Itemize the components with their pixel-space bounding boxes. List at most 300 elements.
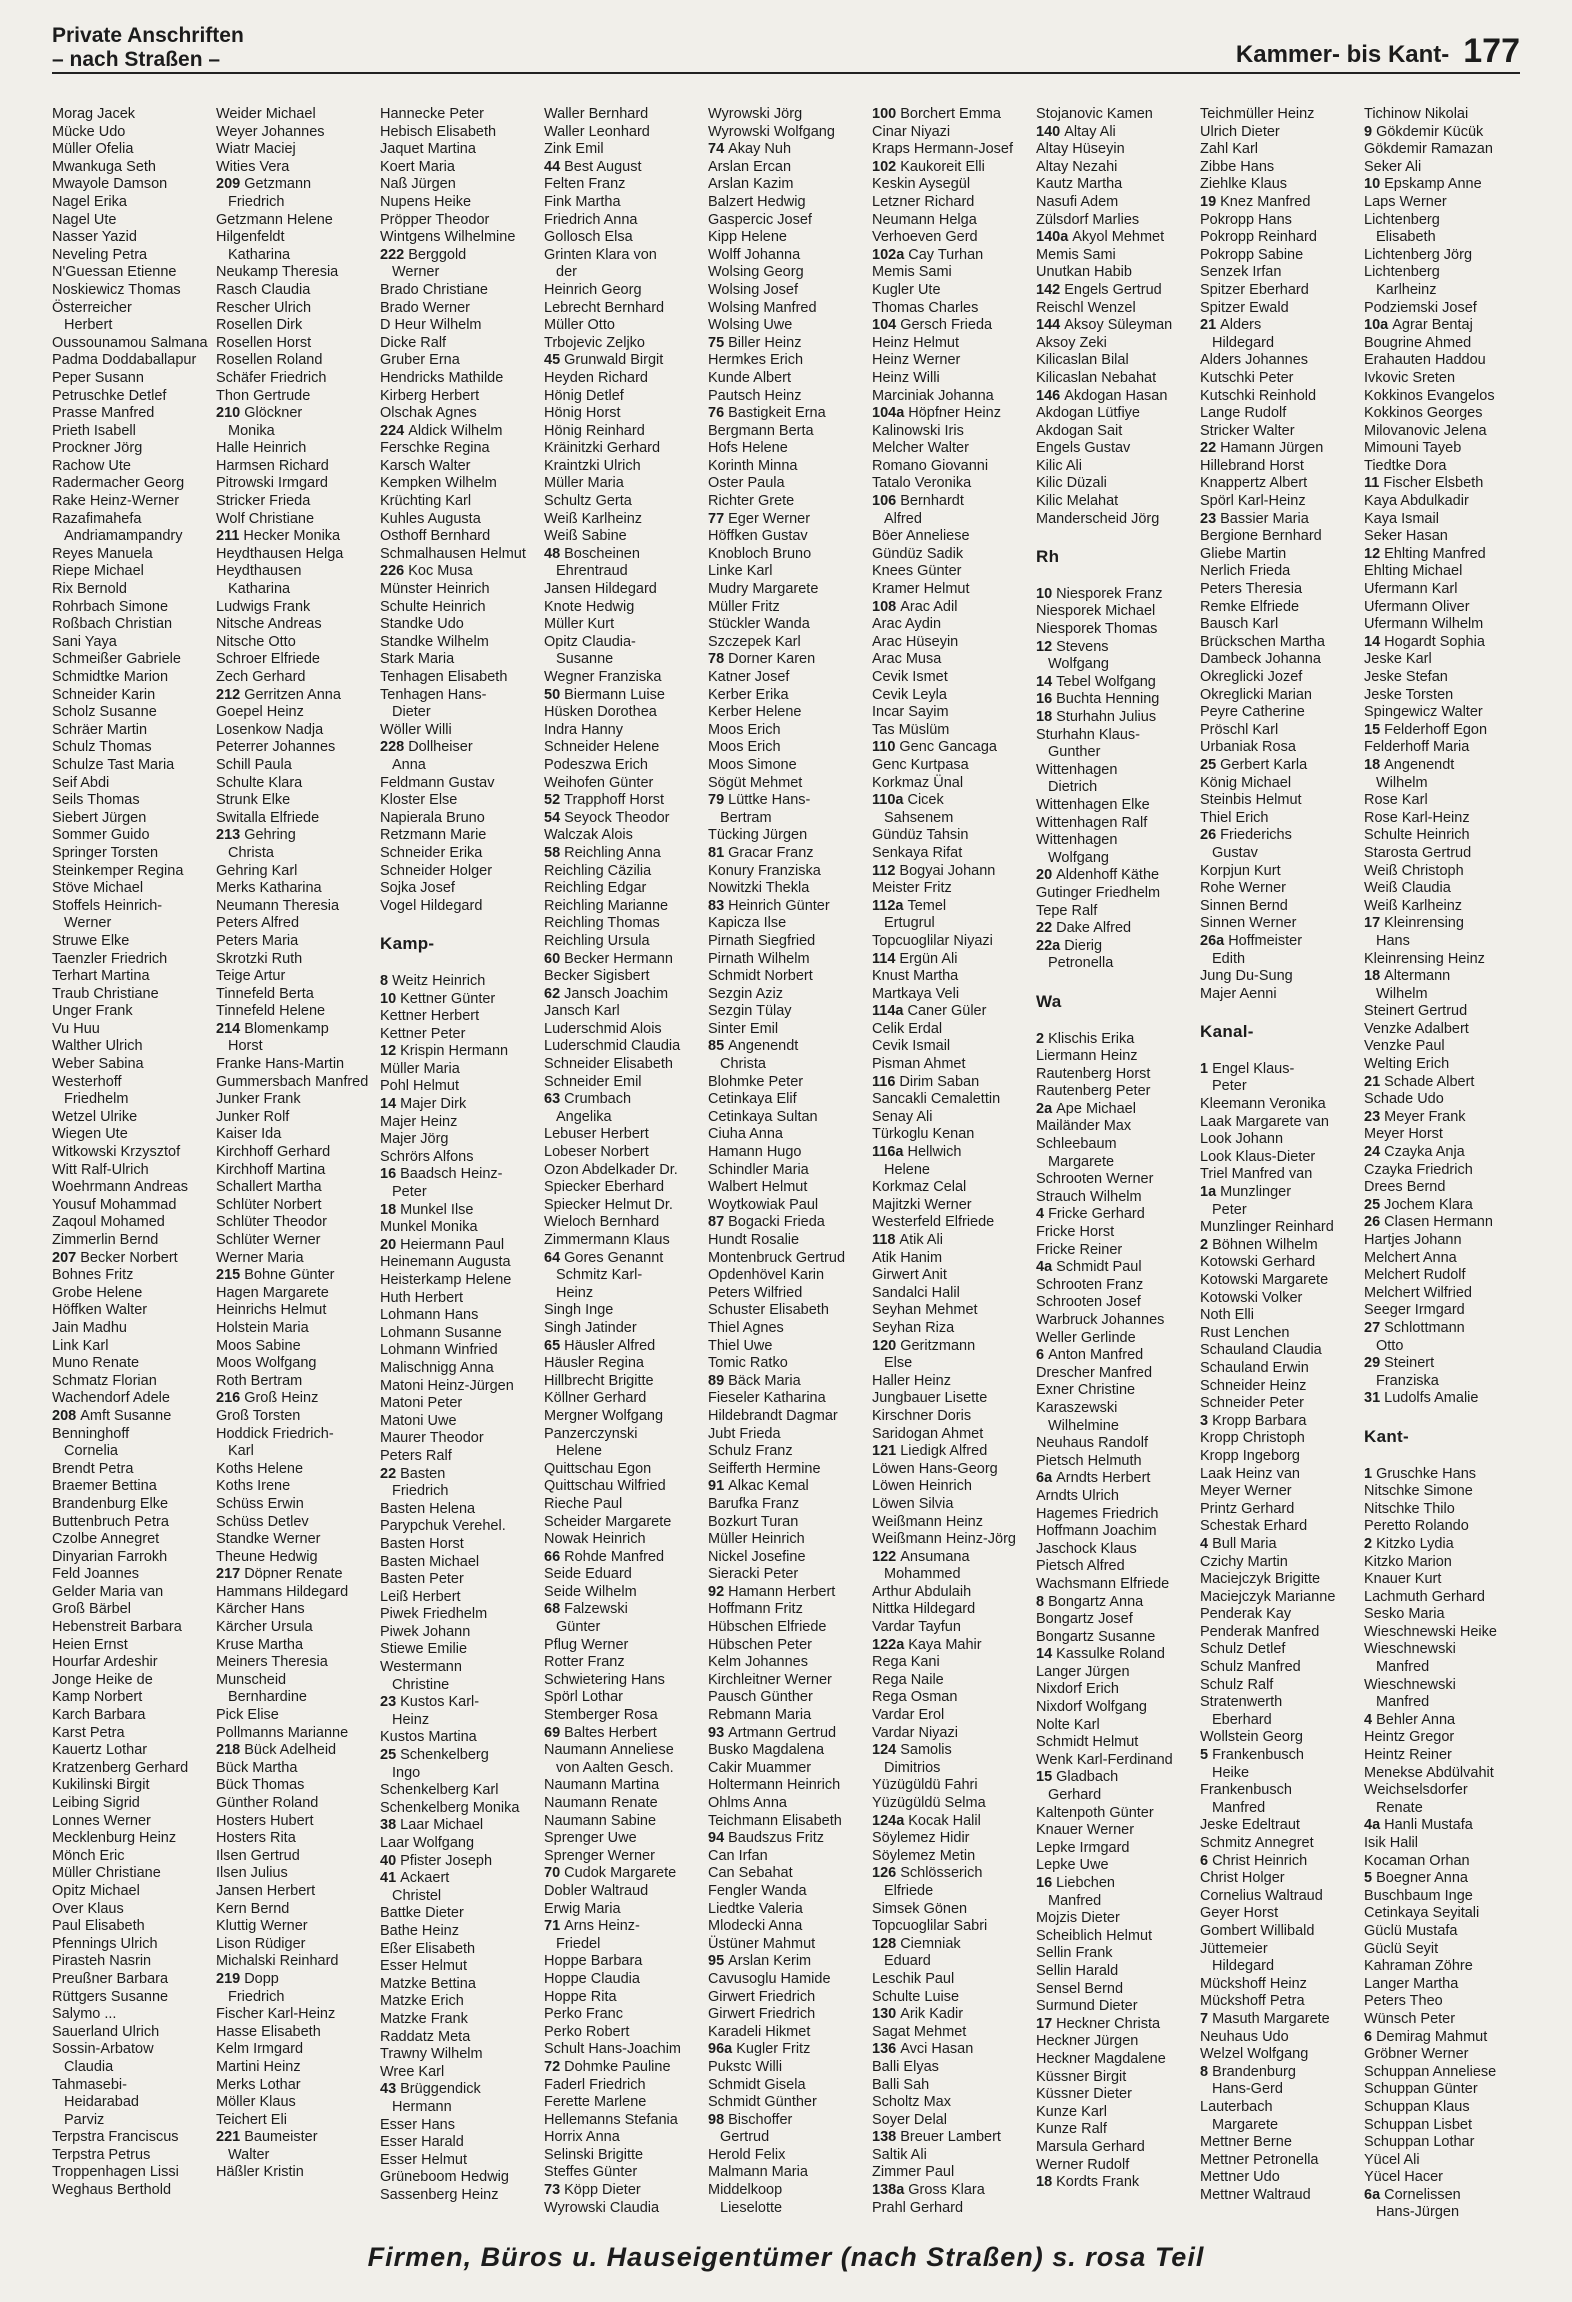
directory-entry: Schill Paula xyxy=(216,756,292,773)
entry-continuation: Cornelia xyxy=(64,1443,118,1460)
entry-continuation: Peter xyxy=(392,1184,427,1201)
directory-entry: Peters Alfred xyxy=(216,915,300,932)
entry-continuation: Ehrentraud xyxy=(556,563,628,580)
directory-entry: Ehlting Michael xyxy=(1364,563,1463,580)
directory-column xyxy=(544,106,700,2234)
directory-entry: Leiß Herbert xyxy=(380,1588,461,1605)
directory-entry: 26 Friederichs xyxy=(1200,827,1292,844)
directory-entry: Stückler Wanda xyxy=(708,616,810,633)
house-number: 8 xyxy=(380,972,389,989)
directory-entry: Terpstra Franciscus xyxy=(52,2129,179,2146)
directory-entry: Thomas Charles xyxy=(872,299,979,316)
directory-entry: Munzlinger Reinhard xyxy=(1200,1219,1334,1236)
directory-entry: Kustos Martina xyxy=(380,1729,477,1746)
spacer xyxy=(1036,973,1192,987)
directory-entry: Steinbis Helmut xyxy=(1200,792,1302,809)
directory-entry: 22 Dake Alfred xyxy=(1036,920,1132,937)
house-number: 110a xyxy=(872,792,904,809)
directory-entry: Geyer Horst xyxy=(1200,1905,1279,1922)
directory-entry: Kirchhoff Martina xyxy=(216,1161,326,1178)
directory-entry: Häusler Regina xyxy=(544,1355,644,1372)
house-number: 29 xyxy=(1364,1355,1381,1372)
directory-entry: Bausch Karl xyxy=(1200,616,1279,633)
directory-entry: Münster Heinrich xyxy=(380,581,490,598)
directory-entry: Naumann Renate xyxy=(544,1795,658,1811)
directory-entry: Fieseler Katharina xyxy=(708,1390,826,1407)
house-number: 20 xyxy=(1036,867,1053,884)
house-number: 114a xyxy=(872,1003,904,1020)
directory-entry: Pflug Werner xyxy=(544,1636,629,1653)
directory-entry: 79 Lüttke Hans- xyxy=(708,792,811,809)
directory-entry: Seif Abdi xyxy=(52,774,110,791)
directory-entry: 140 Altay Ali xyxy=(1036,123,1116,140)
directory-entry: Jeske Torsten xyxy=(1364,686,1454,703)
entry-continuation: Lieselotte xyxy=(720,2199,783,2216)
directory-entry: Küssner Birgit xyxy=(1036,2068,1127,2085)
directory-entry: 116a Hellwich xyxy=(872,1144,962,1161)
directory-entry: Pitrowski Irmgard xyxy=(216,475,328,492)
directory-entry: 20 Aldenhoff Käthe xyxy=(1036,867,1160,884)
spacer xyxy=(1364,1452,1520,1466)
directory-entry: 25 Jochem Klara xyxy=(1364,1196,1473,1213)
directory-entry: Singh Inge xyxy=(544,1302,614,1319)
directory-entry: Schmalhausen Helmut xyxy=(380,545,526,562)
house-number: 222 xyxy=(380,246,405,263)
directory-entry: Müller Heinrich xyxy=(708,1531,805,1548)
directory-entry: Teichert Eli xyxy=(216,2111,287,2128)
directory-entry: Felten Franz xyxy=(544,176,626,193)
entry-continuation: Otto xyxy=(1376,1337,1404,1354)
directory-entry: Kramer Helmut xyxy=(872,581,970,598)
entry-continuation: Friedhelm xyxy=(64,1091,129,1108)
directory-entry: Erahauten Haddou xyxy=(1364,352,1486,369)
directory-entry: Pokropp Reinhard xyxy=(1200,229,1317,246)
directory-entry: 74 Akay Nuh xyxy=(708,141,792,158)
directory-entry: Neveling Petra xyxy=(52,246,148,263)
entry-continuation: Heinz xyxy=(556,1284,594,1301)
directory-entry: 7 Masuth Margarete xyxy=(1200,2010,1330,2027)
directory-entry: 19 Knez Manfred xyxy=(1200,193,1311,210)
directory-entry: Vardar Tayfun xyxy=(872,1619,961,1636)
directory-entry: Yüzügüldü Fahri xyxy=(872,1777,978,1794)
directory-entry: Nasufi Adem xyxy=(1036,193,1119,210)
directory-entry: Schrooten Josef xyxy=(1036,1294,1141,1311)
house-number: 14 xyxy=(380,1096,397,1113)
directory-entry: Preußner Barbara xyxy=(52,1970,169,1987)
directory-entry: Seils Thomas xyxy=(52,792,140,809)
house-number: 136 xyxy=(872,2041,897,2058)
directory-entry: Ufermann Karl xyxy=(1364,581,1458,598)
directory-entry: Hamann Hugo xyxy=(708,1144,802,1161)
directory-entry: Schlüter Theodor xyxy=(216,1214,327,1231)
page-number: 177 xyxy=(1463,32,1520,70)
directory-entry: 221 Baumeister xyxy=(216,2129,318,2146)
directory-entry: Hammans Hildegard xyxy=(216,1583,349,1600)
directory-entry: Feld Joannes xyxy=(52,1566,140,1583)
directory-entry: 219 Dopp xyxy=(216,1970,279,1987)
directory-entry: Mönch Eric xyxy=(52,1847,125,1864)
entry-continuation: Wilhelm xyxy=(1376,774,1428,791)
entry-continuation: Manfred xyxy=(1376,1694,1430,1711)
directory-entry: 95 Arslan Kerim xyxy=(708,1953,812,1970)
house-number: 26a xyxy=(1200,932,1225,949)
directory-entry: Majitzki Werner xyxy=(872,1196,972,1213)
street-heading: Kanal- xyxy=(1200,1022,1254,1042)
directory-entry: Heinrich Georg xyxy=(544,281,642,298)
directory-entry: 142 Engels Gertrud xyxy=(1036,281,1162,298)
directory-entry: Rieche Paul xyxy=(544,1495,623,1512)
directory-entry: Korkmaz Ünal xyxy=(872,774,964,791)
directory-entry: Hosters Hubert xyxy=(216,1812,314,1829)
directory-entry: Heyden Richard xyxy=(544,369,648,386)
directory-entry: Mettner Udo xyxy=(1200,2169,1280,2186)
directory-entry: Alders Johannes xyxy=(1200,352,1309,369)
directory-entry: Cetinkaya Seyitali xyxy=(1364,1905,1480,1922)
directory-entry: 102a Cay Turhan xyxy=(872,246,984,263)
entry-continuation: Schmitz Karl- xyxy=(556,1267,643,1284)
directory-entry: Groß Torsten xyxy=(216,1407,301,1424)
directory-entry: Mojzis Dieter xyxy=(1036,1910,1120,1927)
directory-entry: Katner Josef xyxy=(708,669,790,685)
house-number: 226 xyxy=(380,563,405,580)
house-number: 209 xyxy=(216,176,241,193)
house-number: 22 xyxy=(1036,920,1053,937)
directory-entry: Kipp Helene xyxy=(708,229,787,246)
directory-entry: Karsch Walter xyxy=(380,457,471,474)
house-number: 54 xyxy=(544,809,561,826)
directory-entry: Güclü Mustafa xyxy=(1364,1922,1458,1939)
house-number: 213 xyxy=(216,827,241,844)
directory-entry: Peters Wilfried xyxy=(708,1284,803,1301)
directory-entry: 70 Cudok Margarete xyxy=(544,1865,677,1882)
directory-entry: Surmund Dieter xyxy=(1036,1998,1138,2015)
directory-entry: 10 Niesporek Franz xyxy=(1036,585,1163,602)
directory-entry: Salymo ... xyxy=(52,2006,117,2023)
entry-continuation: Peter xyxy=(1212,1078,1247,1095)
house-number: 2 xyxy=(1036,1030,1045,1047)
directory-entry: Schuppan Lisbet xyxy=(1364,2116,1473,2133)
directory-entry: Gelder Maria van xyxy=(52,1583,164,1600)
directory-entry: Sieracki Peter xyxy=(708,1566,799,1583)
directory-entry: Schneider Helene xyxy=(544,739,660,756)
directory-entry: 8 Weitz Heinrich xyxy=(380,972,486,989)
directory-entry: 207 Becker Norbert xyxy=(52,1249,178,1266)
directory-entry: Okreglicki Jozef xyxy=(1200,669,1303,685)
directory-entry: Sesko Maria xyxy=(1364,1606,1445,1623)
directory-entry: 9 Gökdemir Kücük xyxy=(1364,123,1484,140)
directory-entry: 218 Bück Adelheid xyxy=(216,1742,337,1759)
directory-entry: Eßer Elisabeth xyxy=(380,1940,476,1957)
entry-continuation: Hans xyxy=(1376,932,1410,949)
directory-entry: 52 Trapphoff Horst xyxy=(544,792,665,809)
spacer xyxy=(380,959,536,973)
directory-entry: Vardar Niyazi xyxy=(872,1724,958,1741)
directory-entry: 5 Frankenbusch xyxy=(1200,1747,1304,1764)
entry-continuation: Katharina xyxy=(228,246,291,263)
directory-entry: Weider Michael xyxy=(216,106,316,122)
entry-continuation: Christa xyxy=(228,844,274,861)
house-number: 217 xyxy=(216,1566,241,1583)
directory-entry: Mwankuga Seth xyxy=(52,158,156,175)
directory-entry: 11 Fischer Elsbeth xyxy=(1364,475,1484,492)
directory-entry: Schrooten Werner xyxy=(1036,1171,1154,1188)
entry-continuation: Werner xyxy=(392,264,440,281)
directory-entry: 29 Steinert xyxy=(1364,1355,1435,1372)
directory-entry: Opitz Michael xyxy=(52,1882,140,1899)
house-number: 215 xyxy=(216,1267,241,1284)
directory-entry: Zimmerlin Bernd xyxy=(52,1232,159,1248)
house-number: 12 xyxy=(380,1043,397,1060)
directory-entry: Korpjun Kurt xyxy=(1200,862,1281,879)
directory-entry: Prieth Isabell xyxy=(52,422,136,439)
entry-continuation: Hermann xyxy=(392,2098,452,2115)
directory-entry: Sprenger Werner xyxy=(544,1847,655,1864)
directory-entry: 5 Boegner Anna xyxy=(1364,1870,1468,1887)
directory-entry: Noskiewicz Thomas xyxy=(52,281,181,298)
directory-entry: 12 Stevens xyxy=(1036,638,1109,655)
directory-entry: Schneider Elisabeth xyxy=(544,1056,673,1073)
directory-entry: Genc Kurtpasa xyxy=(872,756,969,773)
house-number: 142 xyxy=(1036,281,1061,298)
directory-entry: Peters Ralf xyxy=(380,1447,452,1464)
house-number: 6 xyxy=(1036,1347,1045,1364)
directory-entry: Wittenhagen Elke xyxy=(1036,796,1150,813)
directory-entry: Langer Jürgen xyxy=(1036,1663,1130,1680)
directory-entry: Knauer Werner xyxy=(1036,1822,1135,1839)
directory-entry: Müller Ofelia xyxy=(52,141,134,158)
directory-entry: Cakir Muammer xyxy=(708,1759,812,1776)
entry-continuation: Gertrud xyxy=(720,2129,770,2146)
directory-entry: Weber Sabina xyxy=(52,1056,144,1073)
directory-entry: Langer Martha xyxy=(1364,1975,1459,1992)
directory-entry: Kunze Ralf xyxy=(1036,2121,1107,2138)
directory-entry: Üstüner Mahmut xyxy=(708,1935,816,1952)
directory-entry: Stemberger Rosa xyxy=(544,1707,658,1724)
directory-column xyxy=(1200,106,1356,2234)
directory-entry: Hoffmann Fritz xyxy=(708,1601,803,1618)
directory-entry: Razafimahefa xyxy=(52,510,142,527)
directory-entry: Nagel Ute xyxy=(52,211,117,228)
house-number: 25 xyxy=(1200,756,1217,773)
entry-continuation: Manfred xyxy=(1376,1659,1430,1676)
directory-entry: Rose Karl xyxy=(1364,792,1428,809)
directory-entry: Kahraman Zöhre xyxy=(1364,1958,1473,1975)
directory-entry: Söylemez Hidir xyxy=(872,1830,970,1847)
directory-entry: Michalski Reinhard xyxy=(216,1953,339,1970)
directory-entry: Spitzer Ewald xyxy=(1200,299,1289,316)
directory-entry: Westermann xyxy=(380,1659,462,1676)
directory-entry: Heckner Jürgen xyxy=(1036,2033,1139,2050)
directory-entry: Moos Erich xyxy=(708,721,781,738)
directory-entry: Koert Maria xyxy=(380,158,455,175)
directory-entry: Wolsing Georg xyxy=(708,264,804,281)
directory-entry: Vu Huu xyxy=(52,1020,100,1037)
house-number: 26 xyxy=(1364,1214,1381,1231)
directory-entry: Wities Vera xyxy=(216,158,290,175)
directory-entry: Barufka Franz xyxy=(708,1495,800,1512)
directory-entry: Tepe Ralf xyxy=(1036,902,1098,919)
directory-entry: Paul Elisabeth xyxy=(52,1918,145,1935)
directory-entry: 1 Engel Klaus- xyxy=(1200,1060,1295,1077)
directory-entry: Wiatr Maciej xyxy=(216,141,296,158)
directory-entry: Weihofen Günter xyxy=(544,774,654,791)
house-number: 1 xyxy=(1364,1465,1373,1482)
directory-entry: Pfennings Ulrich xyxy=(52,1935,158,1952)
directory-entry: Kaiser Ida xyxy=(216,1126,282,1143)
directory-entry: Meister Fritz xyxy=(872,880,952,897)
house-number: 75 xyxy=(708,334,725,351)
directory-entry: Felderhoff Maria xyxy=(1364,739,1470,756)
directory-entry: 65 Häusler Alfred xyxy=(544,1337,656,1354)
directory-entry: Napierala Bruno xyxy=(380,809,485,826)
directory-entry: Standke Wilhelm xyxy=(380,633,489,650)
house-number: 83 xyxy=(708,897,725,914)
directory-entry: Rachow Ute xyxy=(52,457,131,474)
directory-entry: Czayka Friedrich xyxy=(1364,1161,1473,1178)
directory-entry: Wittenhagen xyxy=(1036,832,1118,849)
directory-entry: 85 Angenendt xyxy=(708,1038,799,1055)
directory-entry: Hagen Margarete xyxy=(216,1284,329,1301)
directory-entry: 15 Felderhoff Egon xyxy=(1364,721,1488,738)
house-number: 87 xyxy=(708,1214,725,1231)
house-number: 16 xyxy=(380,1166,397,1183)
directory-column xyxy=(872,106,1028,2234)
directory-entry: Karadeli Hikmet xyxy=(708,2023,811,2040)
entry-continuation: Helene xyxy=(884,1161,930,1178)
entry-continuation: Walter xyxy=(228,2146,270,2163)
directory-entry: Schlüter Werner xyxy=(216,1232,321,1248)
directory-entry: Busko Magdalena xyxy=(708,1742,825,1759)
entry-continuation: Sahsenem xyxy=(884,809,954,826)
directory-entry: Struwe Elke xyxy=(52,932,130,949)
directory-entry: Tiedtke Dora xyxy=(1364,457,1447,474)
directory-entry: Ozon Abdelkader Dr. xyxy=(544,1161,678,1178)
directory-entry: Gruber Erna xyxy=(380,352,460,369)
directory-entry: Pirasteh Nasrin xyxy=(52,1953,152,1970)
entry-continuation: Christa xyxy=(720,1056,766,1073)
spacer xyxy=(1036,528,1192,542)
directory-entry: Kräinitzki Gerhard xyxy=(544,440,661,457)
directory-entry: Fischer Karl-Heinz xyxy=(216,2006,336,2023)
directory-entry: Müller Christiane xyxy=(52,1865,161,1882)
directory-entry: Ufermann Wilhelm xyxy=(1364,616,1484,633)
directory-entry: Stöve Michael xyxy=(52,880,144,897)
directory-entry: Lichtenberg Jörg xyxy=(1364,246,1473,263)
directory-entry: Piwek Friedhelm xyxy=(380,1606,488,1623)
directory-entry: Lichtenberg xyxy=(1364,264,1440,281)
house-number: 140 xyxy=(1036,123,1061,140)
directory-entry: Bück Martha xyxy=(216,1759,298,1776)
directory-entry: Weiß Karlheinz xyxy=(1364,897,1463,914)
section-title-line2: – nach Straßen – xyxy=(52,48,221,71)
directory-entry: Tücking Jürgen xyxy=(708,827,808,844)
directory-entry: Kutschki Reinhold xyxy=(1200,387,1317,404)
house-number: 2a xyxy=(1036,1100,1053,1117)
directory-entry: Jonge Heike de xyxy=(52,1671,153,1688)
directory-entry: 4 Behler Anna xyxy=(1364,1711,1456,1728)
directory-entry: 63 Crumbach xyxy=(544,1091,632,1108)
directory-entry: Sossin-Arbatow xyxy=(52,2041,154,2058)
directory-entry: Mlodecki Anna xyxy=(708,1918,803,1935)
directory-entry: Jüttemeier xyxy=(1200,1940,1268,1957)
house-number: 138a xyxy=(872,2182,905,2199)
house-number: 38 xyxy=(380,1817,397,1834)
directory-entry: 72 Dohmke Pauline xyxy=(544,2058,671,2075)
directory-entry: Witkowski Krzysztof xyxy=(52,1144,181,1161)
directory-entry: Hilgenfeldt xyxy=(216,229,285,246)
directory-entry: Wegner Franziska xyxy=(544,669,662,685)
directory-entry: Milovanovic Jelena xyxy=(1364,422,1487,439)
directory-entry: Spiecker Eberhard xyxy=(544,1179,665,1196)
directory-entry: Dinyarian Farrokh xyxy=(52,1548,168,1565)
directory-entry: 18 Sturhahn Julius xyxy=(1036,709,1157,725)
directory-entry: Heckner Magdalene xyxy=(1036,2050,1166,2067)
house-number: 22a xyxy=(1036,937,1061,954)
directory-entry: Pietsch Helmuth xyxy=(1036,1452,1142,1469)
directory-entry: Nickel Josefine xyxy=(708,1548,806,1565)
directory-entry: Wachendorf Adele xyxy=(52,1390,170,1407)
house-number: 1a xyxy=(1200,1184,1217,1201)
directory-entry: Penderak Kay xyxy=(1200,1606,1292,1623)
house-number: 108 xyxy=(872,598,897,615)
directory-entry: Gutinger Friedhelm xyxy=(1036,884,1161,901)
house-number: 27 xyxy=(1364,1319,1381,1336)
directory-entry: Munkel Monika xyxy=(380,1219,478,1236)
directory-entry: Thiel Agnes xyxy=(708,1319,784,1336)
directory-entry: Basten Horst xyxy=(380,1535,464,1552)
directory-entry: Podziemski Josef xyxy=(1364,299,1477,316)
directory-entry: Tenhagen Hans- xyxy=(380,686,487,703)
directory-entry: Lison Rüdiger xyxy=(216,1935,306,1952)
house-number: 69 xyxy=(544,1724,561,1741)
directory-entry: Martini Heinz xyxy=(216,2058,301,2075)
directory-entry: Trawny Wilhelm xyxy=(380,2046,483,2063)
directory-entry: Basten Michael xyxy=(380,1553,480,1570)
directory-entry: Jeske Stefan xyxy=(1364,669,1448,685)
directory-entry: Maciejczyk Marianne xyxy=(1200,1588,1336,1605)
directory-entry: Maciejczyk Brigitte xyxy=(1200,1571,1321,1588)
spacer xyxy=(1036,1017,1192,1031)
directory-entry: 14 Kassulke Roland xyxy=(1036,1646,1165,1663)
directory-entry: Laps Werner xyxy=(1364,193,1447,210)
directory-entry: Zibbe Hans xyxy=(1200,158,1275,175)
entry-continuation: Gerhard xyxy=(1048,1787,1102,1804)
house-number: 23 xyxy=(1200,510,1217,527)
directory-entry: 17 Heckner Christa xyxy=(1036,2015,1161,2032)
directory-entry: Losenkow Nadja xyxy=(216,721,324,738)
entry-continuation: Horst xyxy=(228,1038,263,1055)
directory-entry: Mimouni Tayeb xyxy=(1364,440,1462,457)
house-number: 112 xyxy=(872,862,896,879)
directory-entry: Faderl Friedrich xyxy=(544,2076,646,2093)
directory-entry: 214 Blomenkamp xyxy=(216,1020,329,1037)
directory-entry: Laar Wolfgang xyxy=(380,1835,475,1851)
house-number: 4 xyxy=(1364,1711,1373,1728)
directory-entry: Wünsch Peter xyxy=(1364,2010,1456,2027)
directory-entry: Can Irfan xyxy=(708,1847,768,1864)
entry-continuation: Bernhardine xyxy=(228,1689,307,1706)
directory-entry: Pokropp Hans xyxy=(1200,211,1292,228)
directory-column xyxy=(216,106,372,2234)
directory-entry: Reyes Manuela xyxy=(52,545,153,562)
directory-entry: 10 Kettner Günter xyxy=(380,990,496,1007)
directory-entry: Küssner Dieter xyxy=(1036,2086,1132,2103)
house-number: 17 xyxy=(1364,915,1381,932)
directory-entry: 23 Kustos Karl- xyxy=(380,1694,480,1711)
house-number: 120 xyxy=(872,1337,897,1354)
directory-entry: 110 Genc Gancaga xyxy=(872,739,997,756)
directory-entry: Memis Sami xyxy=(1036,246,1116,263)
